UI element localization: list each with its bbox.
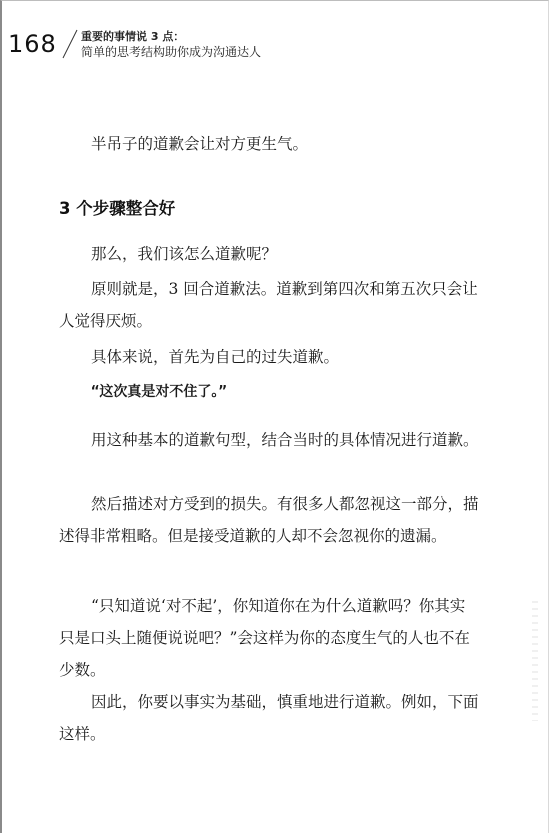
paragraph-1: 那么，我们该怎么道歉呢？ [91, 245, 278, 263]
book-title-line1: 重要的事情说 3 点： [81, 30, 185, 43]
book-title-line2: 简单的思考结构助你成为沟通达人 [81, 45, 262, 59]
scan-edge-noise [532, 601, 538, 721]
quote-apology: “这次真是对不住了。” [91, 384, 227, 400]
book-title [81, 30, 261, 60]
divider-slash-icon [60, 29, 80, 59]
paragraph-3: 具体来说，首先为自己的过失道歉。 [91, 348, 340, 366]
page-number: 168 [8, 30, 57, 58]
paragraph-intro: 半吊子的道歉会让对方更生气。 [91, 135, 309, 153]
paragraph-2: 原则就是，3 回合道歉法。道歉到第四次和第五次只会让人觉得厌烦。 [59, 280, 478, 330]
paragraph-4: 用这种基本的道歉句型，结合当时的具体情况进行道歉。 [91, 431, 479, 449]
paragraph-5: 然后描述对方受到的损失。有很多人都忽视这一部分，描述得非常粗略。但是接受道歉的人却不会忽视你的遗漏。 [59, 495, 479, 545]
paragraph-6: “只知道说‘对不起’，你知道你在为什么道歉吗？你其实只是口头上随便说说吧？”会这样为你的态度生气的人也不在少数。 [59, 597, 470, 679]
paragraph-7: 因此，你要以事实为基础，慎重地进行道歉。例如，下面这样。 [59, 693, 479, 743]
section-heading: 3 个步骤整合好 [59, 199, 176, 218]
